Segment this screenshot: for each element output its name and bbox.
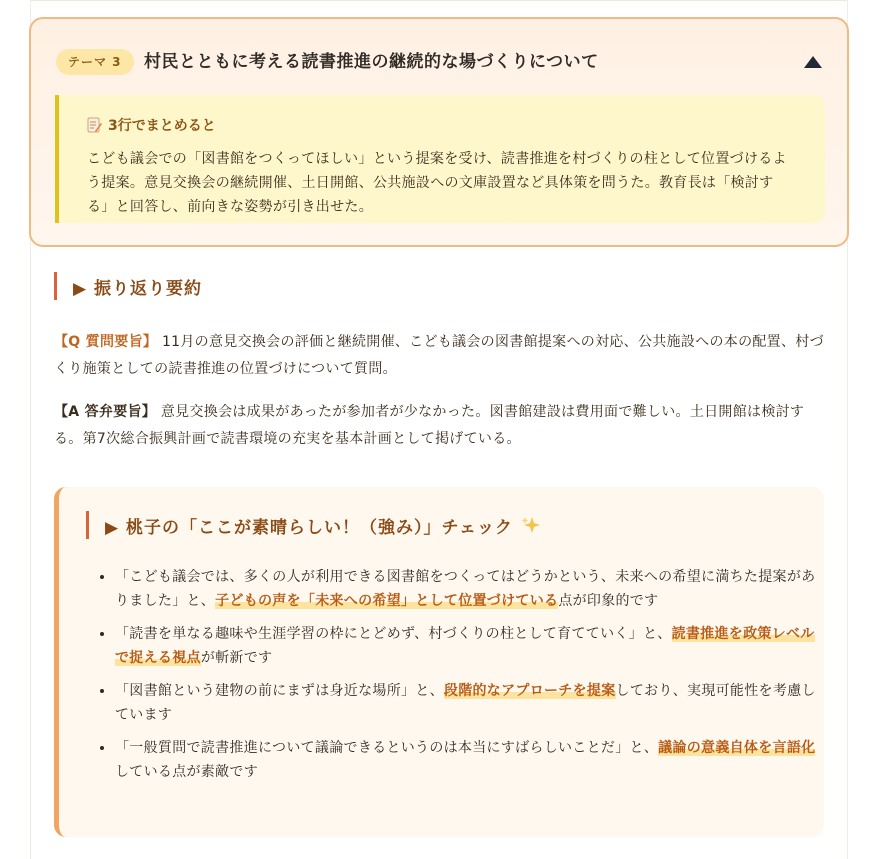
theme-card	[29, 17, 849, 247]
list-item: • 「読書を単なる趣味や生涯学習の枠にとどめず、村づくりの柱として育てていく」と、読書推進を政策レベルで捉える視点が斬新です	[115, 622, 827, 670]
summary-title: 3行でまとめると	[108, 118, 216, 134]
question-summary	[54, 329, 824, 383]
three-line-summary	[55, 95, 825, 223]
highlight: 段階的なアプローチを提案	[443, 683, 616, 699]
summary-header	[87, 115, 216, 135]
answer-summary	[54, 399, 824, 453]
strengths-heading	[86, 511, 541, 539]
triangle-up-icon	[803, 54, 823, 70]
memo-icon	[87, 117, 102, 133]
question-label: 【Q 質問要旨】	[54, 334, 158, 350]
list-item: • 「図書館という建物の前にまずは身近な場所」と、段階的なアプローチを提案しており、実現可能性を考慮しています	[115, 679, 827, 727]
highlight: 子どもの声を「未来への希望」として位置づけている	[215, 593, 559, 609]
highlight: 議論の意義自体を言語化	[658, 740, 816, 756]
strengths-heading-text: ▶ 桃子の「ここが素晴らしい！（強み）」チェック	[105, 517, 513, 538]
sparkle-icon	[521, 515, 541, 535]
review-heading	[54, 272, 202, 300]
review-heading-text: ▶ 振り返り要約	[73, 278, 202, 299]
collapse-button[interactable]	[803, 54, 823, 70]
question-text: 11月の意見交換会の評価と継続開催、こども議会の図書館提案への対応、公共施設への本の配置、村づくり施策としての読書推進の位置づけについて質問。	[54, 334, 824, 377]
strengths-list	[92, 565, 827, 793]
highlight: 読書推進を政策レベルで捉える視点	[115, 626, 815, 666]
answer-label: 【A 答弁要旨】	[54, 404, 157, 420]
list-item: • 「一般質問で読書推進について議論できるというのは本当にすばらしいことだ」と、議論の意義自体を言語化している点が素敵です	[115, 736, 827, 784]
summary-text: こども議会での「図書館をつくってほしい」という提案を受け、読書推進を村づくりの柱として位置づけるよう提案。意見交換会の継続開催、土日開館、公共施設への文庫設置など具体策を問うた。教育長は「検討する」と回答し、前向きな姿勢が引き出せた。	[87, 151, 787, 215]
answer-text: 意見交換会は成果があったが参加者が少なかった。図書館建設は費用面で難しい。土日開館は検討する。第7次総合振興計画で読書環境の充実を基本計画として掲げている。	[54, 404, 805, 447]
theme-title: 村民とともに考える読書推進の継続的な場づくりについて	[144, 52, 599, 72]
theme-badge: テーマ 3	[56, 49, 134, 75]
strengths-card	[54, 487, 824, 837]
list-item: • 「こども議会では、多くの人が利用できる図書館をつくってはどうかという、未来への希望に満ちた提案がありました」と、子どもの声を「未来への希望」として位置づけている点が印象的です	[115, 565, 827, 613]
